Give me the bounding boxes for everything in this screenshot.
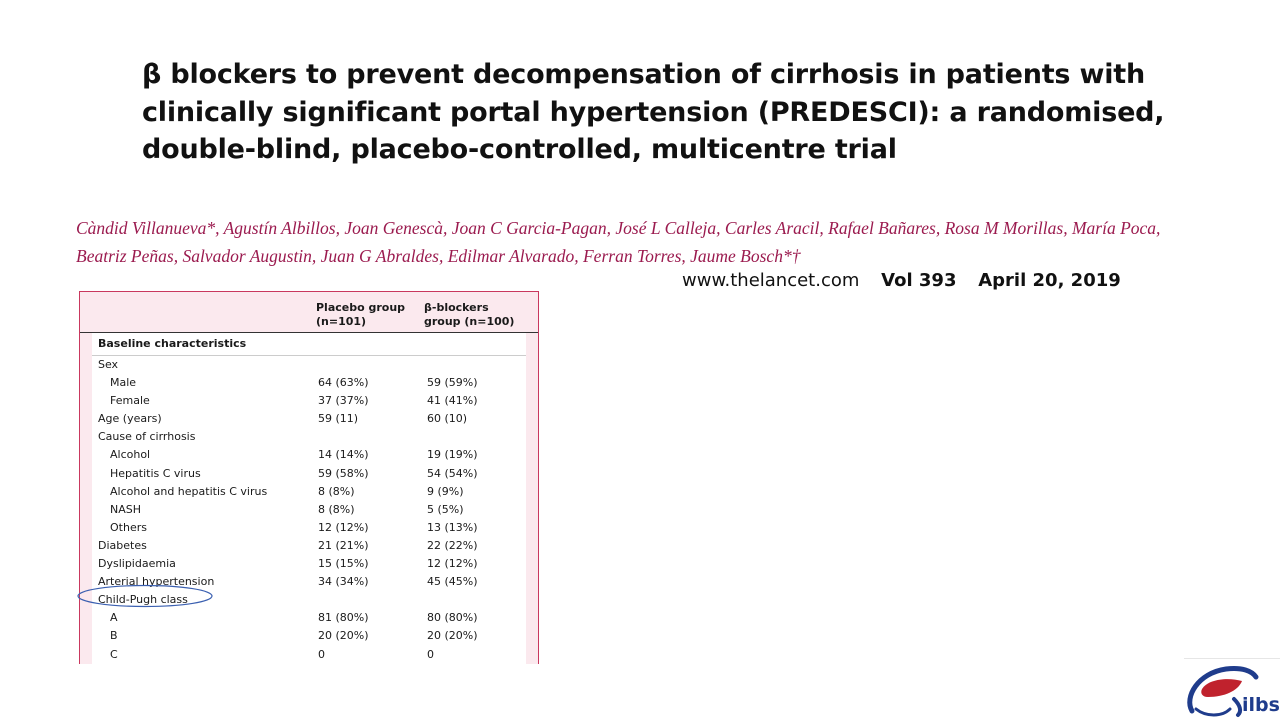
beta-blocker-value: 0	[427, 647, 434, 661]
beta-blocker-value: 45 (45%)	[427, 575, 478, 589]
beta-blocker-value: 59 (59%)	[427, 376, 478, 390]
beta-blocker-value: 20 (20%)	[427, 629, 478, 643]
table-row	[92, 374, 526, 392]
row-label: Alcohol and hepatitis C virus	[110, 484, 268, 498]
beta-blocker-value: 22 (22%)	[427, 538, 478, 552]
table-row	[92, 483, 526, 501]
row-label: Male	[110, 376, 137, 390]
beta-blocker-value: 54 (54%)	[427, 466, 478, 480]
row-label: Dyslipidaemia	[98, 557, 176, 571]
author-line-2: Beatriz Peñas, Salvador Augustin, Juan G Abraldes, Edilmar Alvarado, Ferran Torres, Jaume Bosch*†	[76, 246, 801, 266]
beta-blocker-value: 80 (80%)	[427, 611, 478, 625]
ilbs-logo	[1184, 658, 1280, 721]
table-row	[92, 537, 526, 555]
header-beta-blockers: β-blockers group (n=100)	[424, 301, 515, 328]
placebo-value: 8 (8%)	[318, 502, 355, 516]
table-row	[92, 446, 526, 464]
row-label: Hepatitis C virus	[110, 466, 201, 480]
table-row	[92, 392, 526, 410]
table-section-heading: Baseline characteristics	[92, 333, 526, 356]
placebo-value: 20 (20%)	[318, 629, 369, 643]
table-row	[92, 609, 526, 627]
author-list	[76, 214, 1266, 270]
row-label: Age (years)	[98, 412, 162, 426]
placebo-value: 59 (58%)	[318, 466, 369, 480]
beta-blocker-value: 5 (5%)	[427, 502, 464, 516]
placebo-value: 0	[318, 647, 325, 661]
table-row	[92, 646, 526, 664]
table-row	[92, 410, 526, 428]
row-label: Others	[110, 520, 147, 534]
row-label: Alcohol	[110, 448, 151, 462]
table-row	[92, 501, 526, 519]
ilbs-logo-text: ilbs	[1242, 694, 1280, 716]
table-row	[92, 356, 526, 374]
beta-blocker-value: 60 (10)	[427, 412, 468, 426]
placebo-value: 14 (14%)	[318, 448, 369, 462]
placebo-value: 8 (8%)	[318, 484, 355, 498]
beta-blocker-value: 41 (41%)	[427, 394, 478, 408]
beta-blocker-value: 19 (19%)	[427, 448, 478, 462]
placebo-value: 59 (11)	[318, 412, 359, 426]
publication-date: April 20, 2019	[978, 270, 1121, 291]
beta-blocker-value: 9 (9%)	[427, 484, 464, 498]
row-label: Cause of cirrhosis	[98, 430, 196, 444]
journal-website: www.thelancet.com	[682, 270, 860, 291]
table-rows	[92, 356, 526, 664]
row-label: Female	[110, 394, 150, 408]
placebo-value: 34 (34%)	[318, 575, 369, 589]
ilbs-logo-graphic	[1184, 659, 1280, 721]
row-label: Sex	[98, 358, 119, 371]
table-row	[92, 627, 526, 645]
paper-title: β blockers to prevent decompensation of cirrhosis in patients with clinically significant portal hypertension (PREDESCI): a randomised, double-blind, placebo-controlled, multicentre trial	[142, 59, 1165, 165]
row-label: Child-Pugh class	[98, 593, 188, 607]
row-label: NASH	[110, 502, 142, 516]
placebo-value: 21 (21%)	[318, 538, 369, 552]
placebo-value: 15 (15%)	[318, 557, 369, 571]
author-line-1: Càndid Villanueva*, Agustín Albillos, Joan Genescà, Joan C Garcia-Pagan, José L Calleja, Carles Aracil, Rafael Bañares, Rosa M Morillas, María Poca,	[76, 218, 1161, 238]
row-label: A	[110, 611, 118, 625]
placebo-value: 64 (63%)	[318, 376, 369, 390]
table-row	[92, 519, 526, 537]
table-header	[80, 292, 538, 333]
table-body	[92, 292, 526, 664]
row-label: B	[110, 629, 118, 643]
table-row	[92, 428, 526, 446]
row-label: Diabetes	[98, 538, 147, 552]
row-label: C	[110, 647, 118, 661]
placebo-value: 37 (37%)	[318, 394, 369, 408]
placebo-value: 81 (80%)	[318, 611, 369, 625]
header-placebo: Placebo group (n=101)	[316, 301, 406, 328]
journal-volume: Vol 393	[881, 270, 957, 291]
citation	[682, 270, 1121, 291]
beta-blocker-value: 12 (12%)	[427, 557, 478, 571]
placebo-value: 12 (12%)	[318, 520, 369, 534]
baseline-table	[79, 291, 539, 664]
beta-blocker-value: 13 (13%)	[427, 520, 478, 534]
row-label: Arterial hypertension	[98, 575, 215, 589]
table-row	[92, 555, 526, 573]
highlight-ellipse	[76, 584, 214, 608]
table-row	[92, 465, 526, 483]
